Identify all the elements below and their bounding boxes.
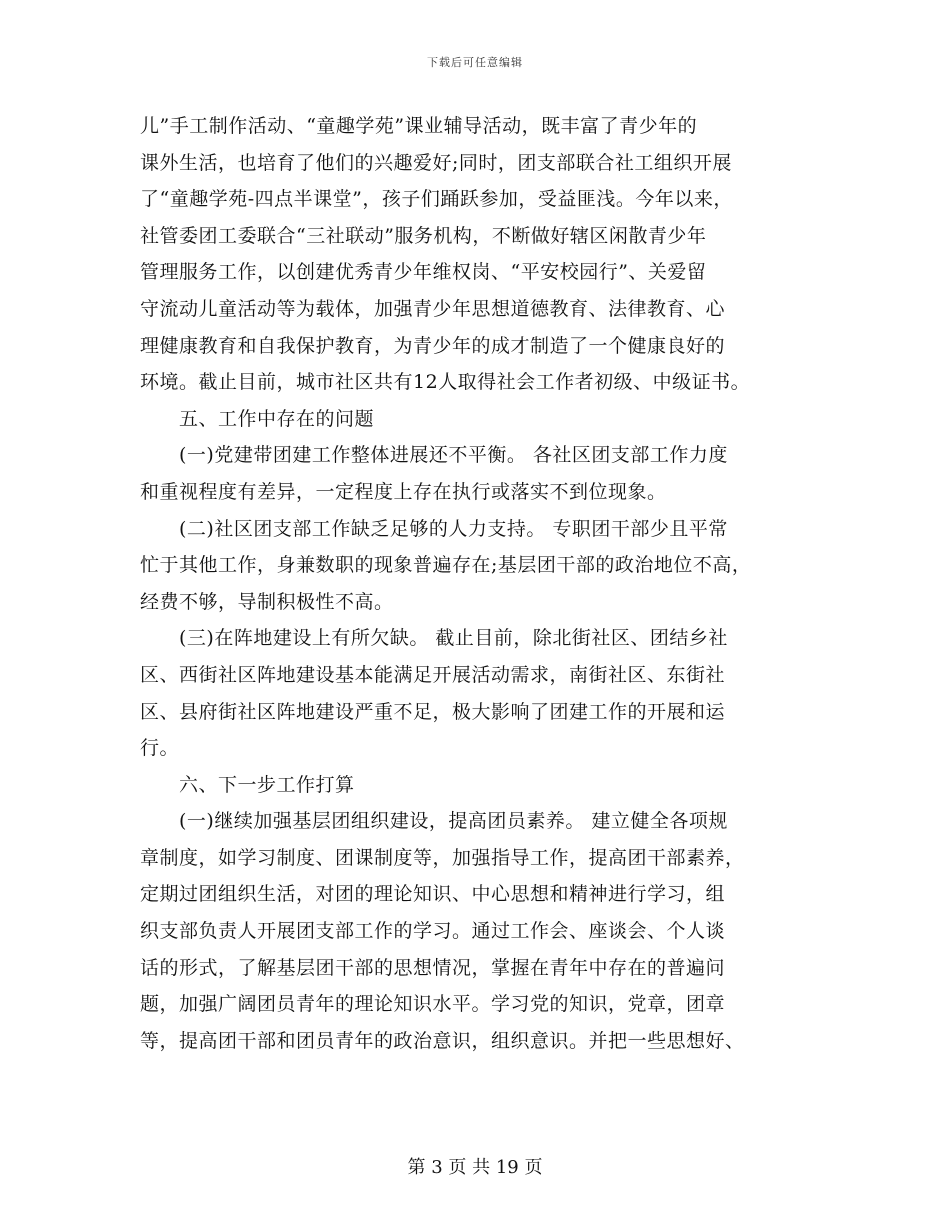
text-line: 题，加强广阔团员青年的理论知识水平。学习党的知识，党章，团章 xyxy=(140,993,726,1016)
text-line: 守流动儿童活动等为载体，加强青少年思想道德教育、法律教育、心 xyxy=(140,297,726,320)
section-heading-next-steps: 六、下一步工作打算 xyxy=(140,773,355,796)
text-line: 话的形式，了解基层团干部的思想情况，掌握在青年中存在的普遍问 xyxy=(140,956,726,979)
text-line: 忙于其他工作，身兼数职的现象普遍存在;基层团干部的政治地位不高， xyxy=(140,554,752,577)
text-line: 行。 xyxy=(140,737,180,760)
text-line: 儿”手工制作活动、“童趣学苑”课业辅导活动，既丰富了青少年的 xyxy=(140,115,698,137)
text-line: 和重视程度有差异，一定程度上存在执行或落实不到位现象。 xyxy=(140,480,667,503)
text-line: 定期过团组织生活，对团的理论知识、中心思想和精神进行学习，组 xyxy=(140,883,726,906)
page-number-footer: 第 3 页 共 19 页 xyxy=(407,1157,543,1178)
text-line: (三)在阵地建设上有所欠缺。 截止目前，除北街社区、团结乡社 xyxy=(140,627,728,650)
text-line: 了“童趣学苑-四点半课堂”，孩子们踊跃参加，受益匪浅。今年以来， xyxy=(140,188,733,211)
text-line: 区、西街社区阵地建设基本能满足开展活动需求，南街社区、东街社 xyxy=(140,663,726,686)
text-line: (一)继续加强基层团组织建设，提高团员素养。 建立健全各项规 xyxy=(140,810,728,833)
text-line: 课外生活，也培育了他们的兴趣爱好;同时，团支部联合社工组织开展 xyxy=(140,151,732,174)
text-line: 织支部负责人开展团支部工作的学习。通过工作会、座谈会、个人谈 xyxy=(140,920,726,943)
text-line: 章制度，如学习制度、团课制度等，加强指导工作，提高团干部素养， xyxy=(140,846,745,869)
text-line: (一)党建带团建工作整体进展还不平衡。 各社区团支部工作力度 xyxy=(140,444,728,467)
document-body xyxy=(140,108,820,1059)
text-line: 理健康教育和自我保护教育，为青少年的成才制造了一个健康良好的 xyxy=(140,334,726,357)
text-line: 社管委团工委联合“三社联动”服务机构，不断做好辖区闲散青少年 xyxy=(140,224,707,247)
text-line: 经费不够，导制积极性不高。 xyxy=(140,590,394,613)
text-line: (二)社区团支部工作缺乏足够的人力支持。 专职团干部少且平常 xyxy=(140,517,728,540)
text-line: 环境。截止目前，城市社区共有12人取得社会工作者初级、中级证书。 xyxy=(140,371,751,394)
text-line: 区、县府街社区阵地建设严重不足，极大影响了团建工作的开展和运 xyxy=(140,700,726,723)
section-heading-problems: 五、工作中存在的问题 xyxy=(140,407,375,430)
page-header-note: 下载后可任意编辑 xyxy=(427,56,523,69)
text-line: 管理服务工作，以创建优秀青少年维权岗、“平安校园行”、关爱留 xyxy=(140,261,707,284)
text-line: 等，提高团干部和团员青年的政治意识，组织意识。并把一些思想好、 xyxy=(140,1029,745,1052)
